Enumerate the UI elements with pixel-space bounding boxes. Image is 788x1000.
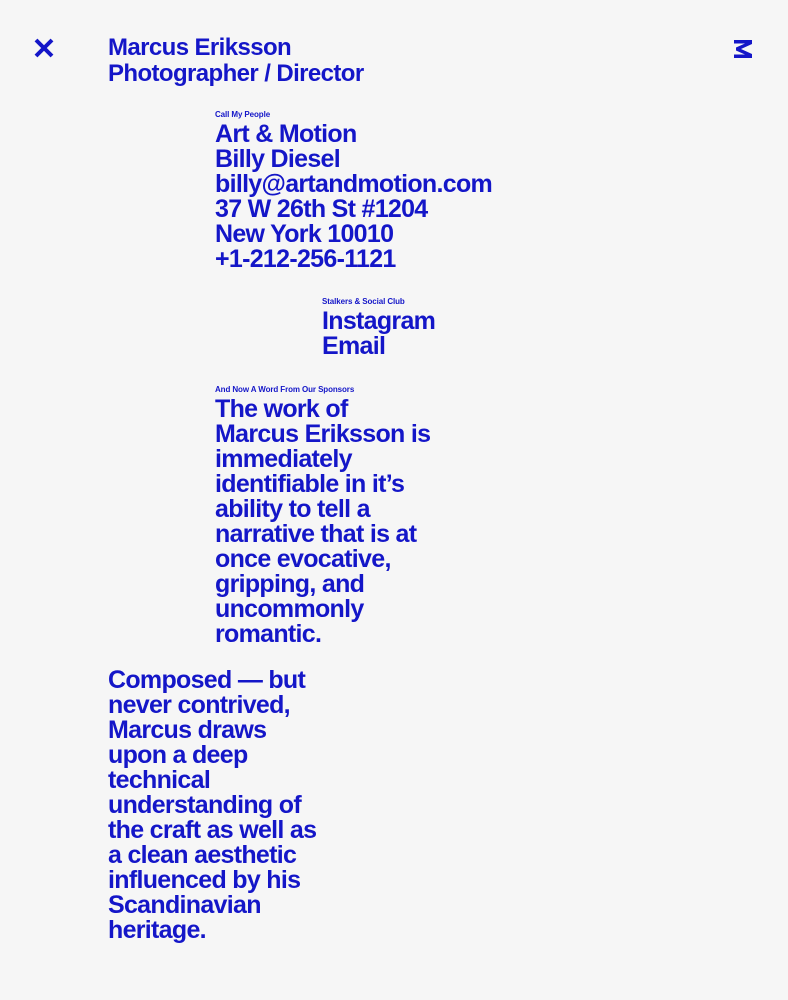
composed-line: the craft as well as [108, 816, 317, 844]
home-link[interactable] [732, 38, 754, 60]
agent-name: Billy Diesel [215, 145, 340, 173]
phone-link[interactable]: +1-212-256-1121 [215, 245, 396, 273]
photographer-role: Photographer / Director [108, 60, 364, 87]
m-monogram-icon [732, 38, 754, 60]
sponsors-section [215, 385, 430, 647]
composed-line: Marcus draws [108, 716, 267, 744]
instagram-link[interactable]: Instagram [322, 307, 436, 335]
bio-line: once evocative, [215, 545, 391, 573]
composed-line: Scandinavian [108, 891, 261, 919]
bio-line: immediately [215, 445, 352, 473]
social-section [322, 297, 435, 359]
bio-line: The work of [215, 395, 348, 423]
composed-line: influenced by his [108, 866, 301, 894]
composed-line: upon a deep [108, 741, 248, 769]
site-header [108, 35, 364, 87]
sponsors-label: And Now A Word From Our Sponsors [215, 385, 355, 394]
address-line-1: 37 W 26th St #1204 [215, 195, 428, 223]
email-link[interactable]: Email [322, 332, 386, 360]
composed-line: understanding of [108, 791, 301, 819]
composed-line: heritage. [108, 916, 206, 944]
bio-line: narrative that is at [215, 520, 417, 548]
bio-line: romantic. [215, 620, 322, 648]
contact-section [215, 110, 492, 272]
photographer-name[interactable]: Marcus Eriksson [108, 34, 292, 61]
bio-line: identifiable in it’s [215, 470, 405, 498]
close-button[interactable] [34, 38, 54, 58]
bio-line: uncommonly [215, 595, 364, 623]
address-line-2: New York 10010 [215, 220, 394, 248]
close-icon [34, 38, 54, 58]
agency-name: Art & Motion [215, 120, 357, 148]
agent-email-link[interactable]: billy@artandmotion.com [215, 170, 493, 198]
composed-line: never contrived, [108, 691, 290, 719]
composed-line: a clean aesthetic [108, 841, 297, 869]
contact-label: Call My People [215, 110, 271, 119]
bio-line: Marcus Eriksson is [215, 420, 431, 448]
composed-section [108, 668, 316, 943]
bio-line: gripping, and [215, 570, 365, 598]
bio-line: ability to tell a [215, 495, 370, 523]
composed-line: technical [108, 766, 211, 794]
composed-line: Composed — but [108, 666, 306, 694]
social-label: Stalkers & Social Club [322, 297, 405, 306]
